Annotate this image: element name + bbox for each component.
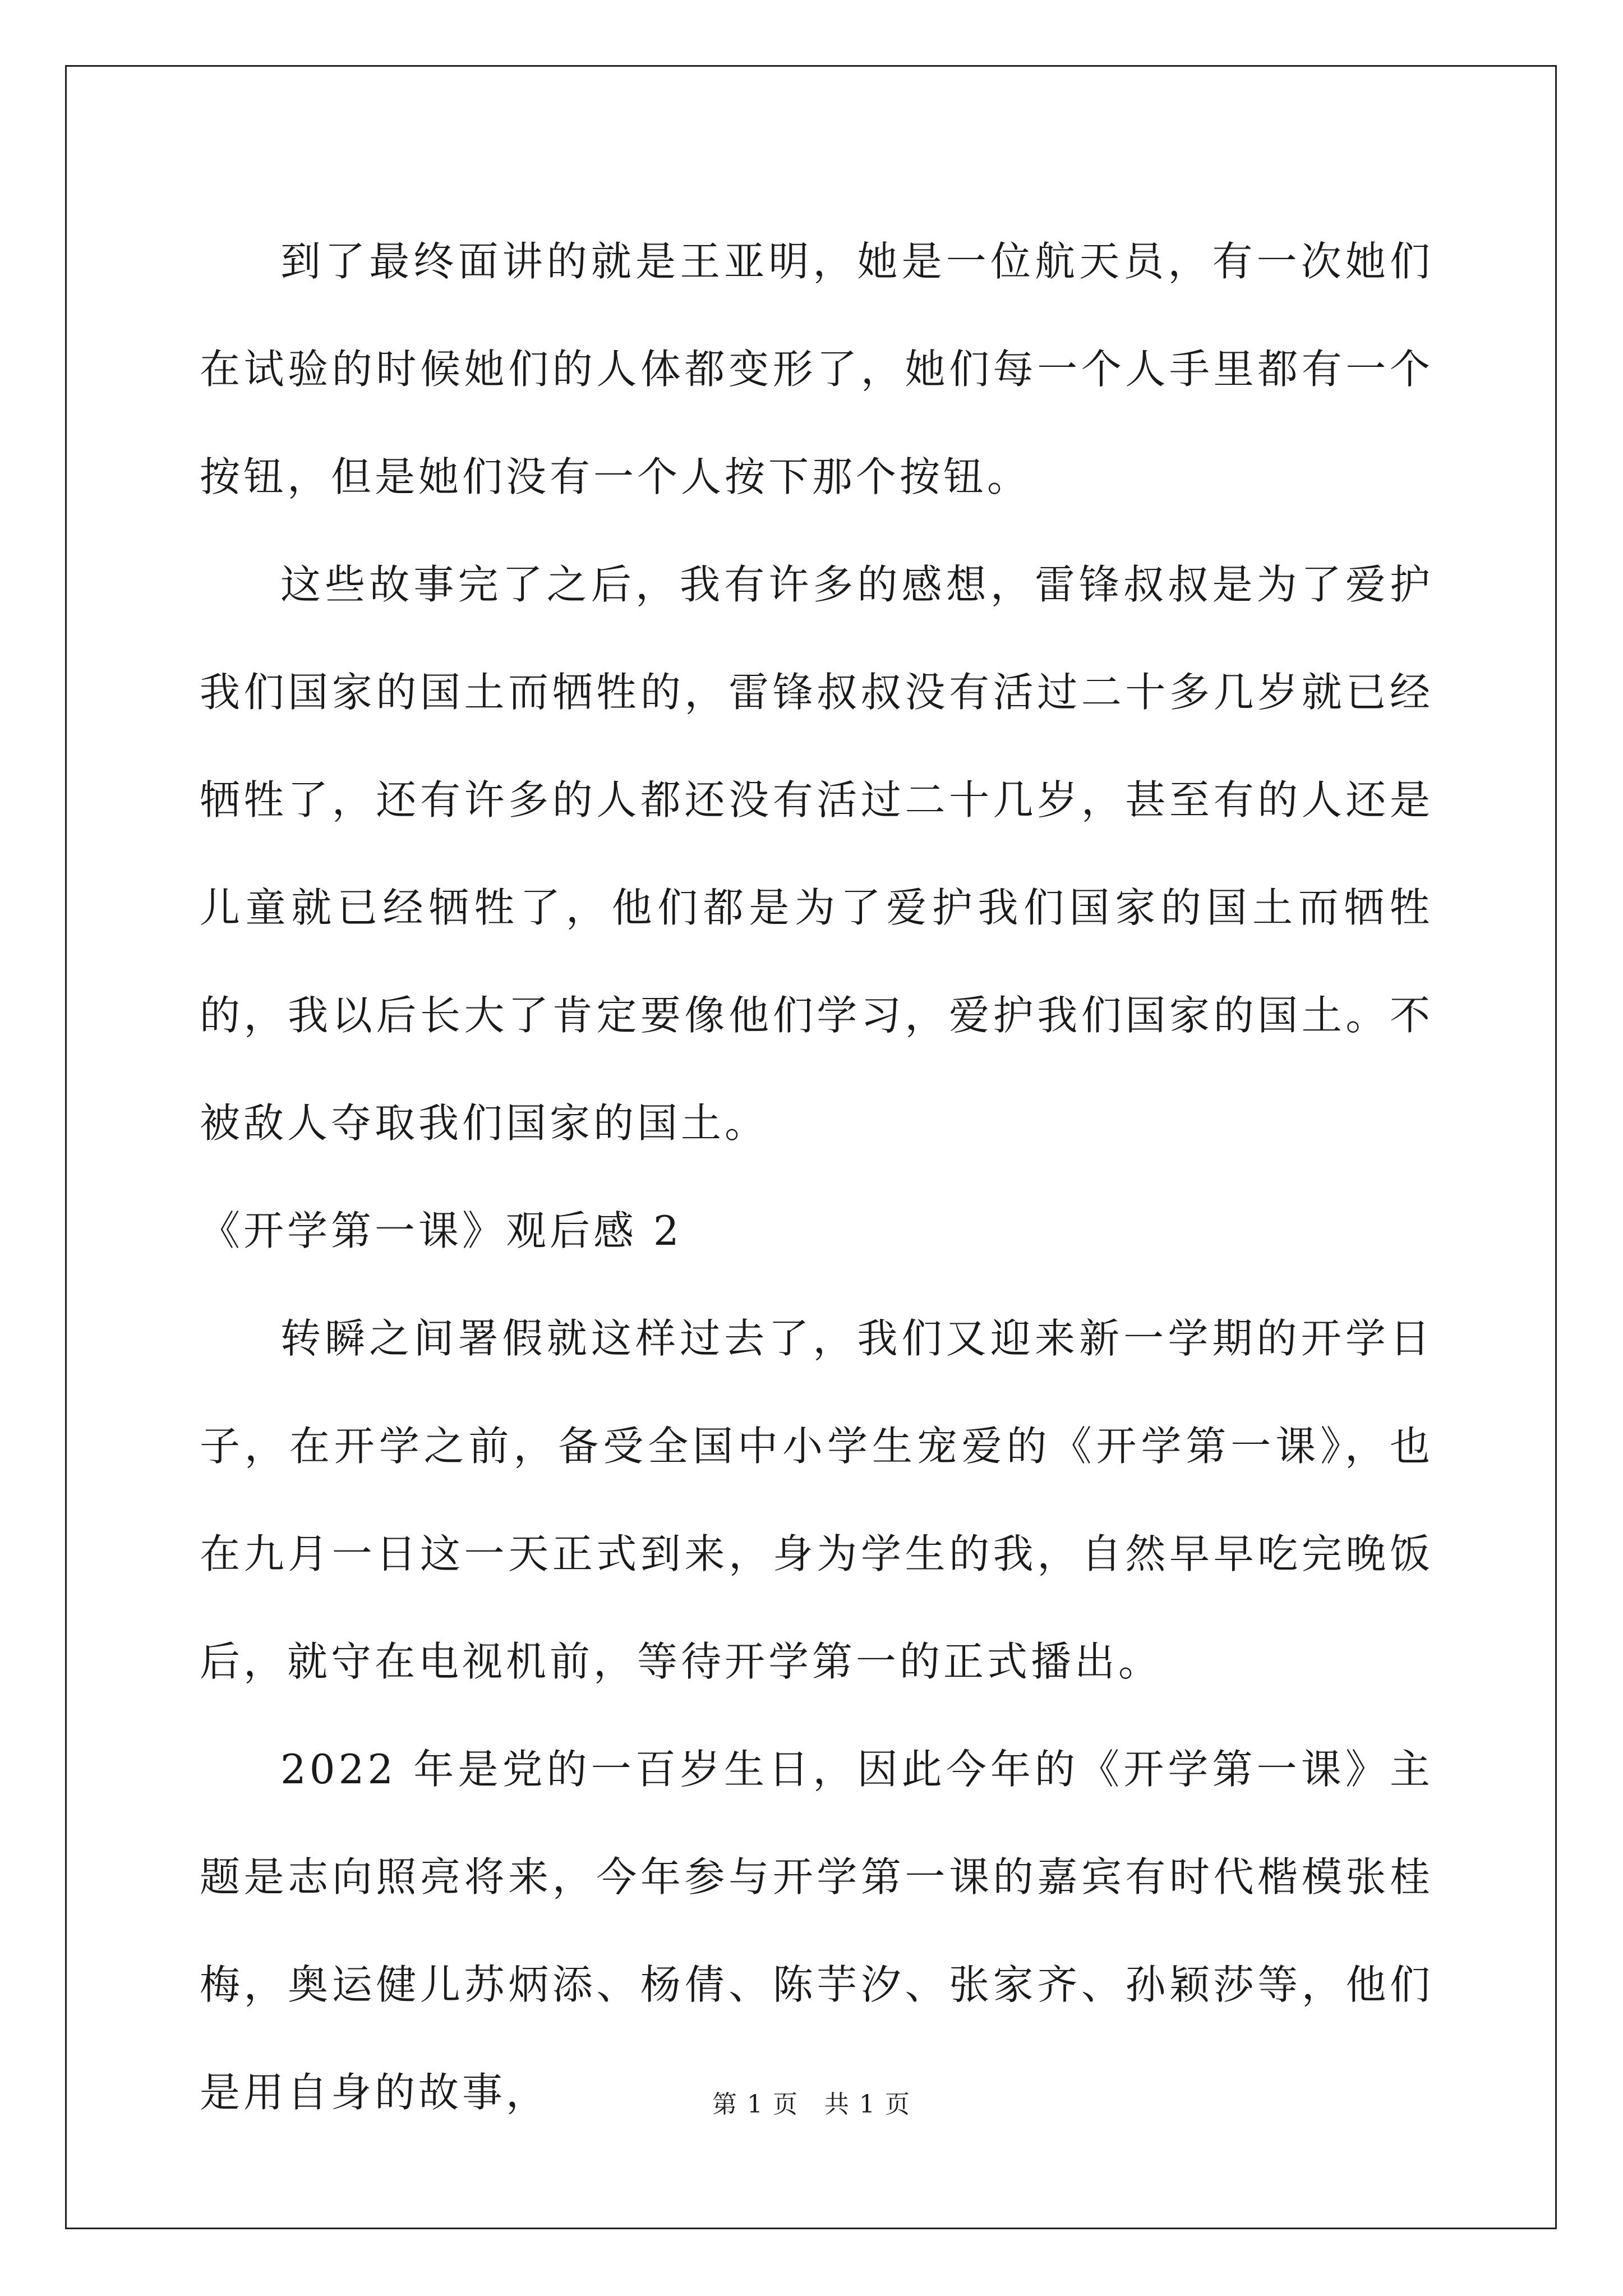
body-paragraph: 这些故事完了之后，我有许多的感想，雷锋叔叔是为了爱护我们国家的国土而牺牲的，雷锋叔叔没有活过二十多几岁就已经牺牲了，还有许多的人都还没有活过二十几岁，甚至有的人还是儿童就已经牺牲了，他们都是为了爱护我们国家的国土而牺牲的，我以后长大了肯定要像他们学习，爱护我们国家的国土。不被敌人夺取我们国家的国土。 bbox=[200, 561, 1433, 1147]
document-body bbox=[200, 208, 1433, 2146]
body-paragraph: 2022 年是党的一百岁生日，因此今年的《开学第一课》主题是志向照亮将来，今年参与开学第一课的嘉宾有时代楷模张桂梅，奥运健儿苏炳添、杨倩、陈芋汐、张家齐、孙颖莎等，他们是用自身的故事， bbox=[200, 1746, 1433, 2116]
page-footer: 第 1 页 共 1 页 bbox=[712, 2090, 911, 2119]
body-paragraph: 转瞬之间署假就这样过去了，我们又迎来新一学期的开学日子，在开学之前，备受全国中小学生宠爱的《开学第一课》，也在九月一日这一天正式到来，身为学生的我，自然早早吃完晚饭后，就守在电视机前，等待开学第一的正式播出。 bbox=[200, 1315, 1433, 1685]
body-paragraph: 到了最终面讲的就是王亚明，她是一位航天员，有一次她们在试验的时候她们的人体都变形了，她们每一个人手里都有一个按钮，但是她们没有一个人按下那个按钮。 bbox=[200, 238, 1433, 500]
section-title: 《开学第一课》观后感 2 bbox=[200, 1207, 683, 1254]
